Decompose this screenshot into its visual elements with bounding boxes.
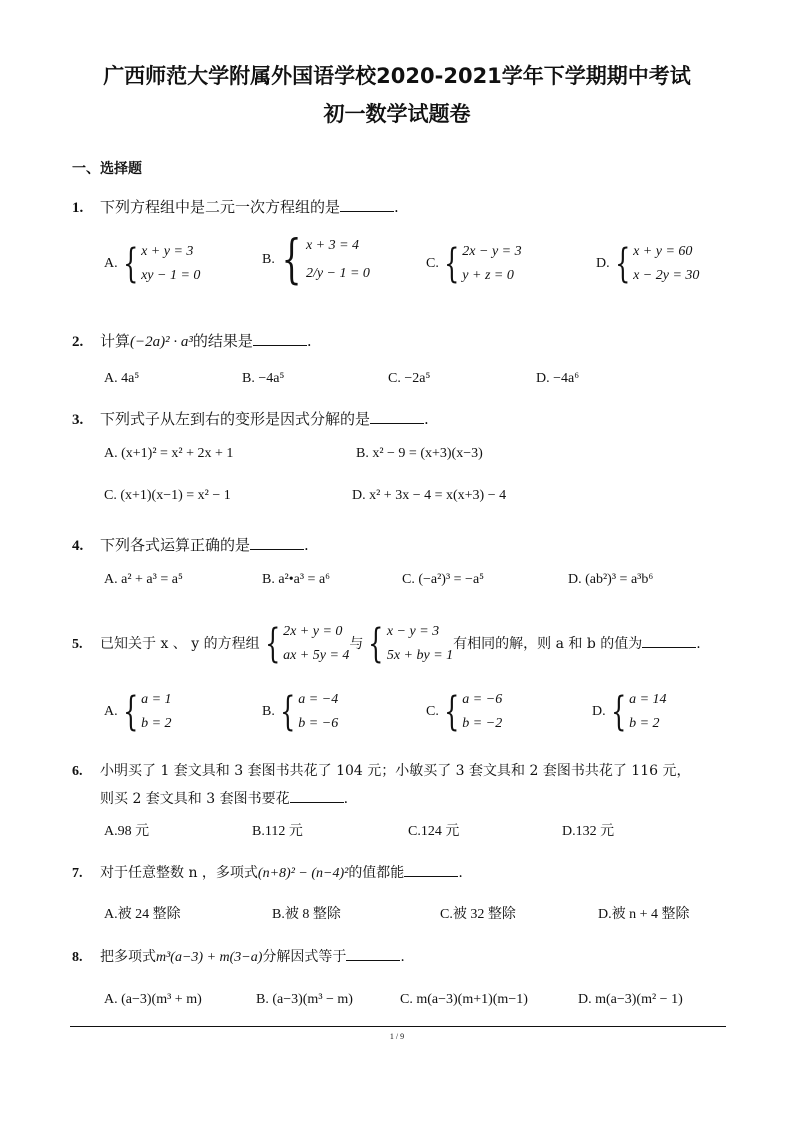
q5-option-b: B. { a = −4 b = −6 [262, 689, 339, 735]
expression: (−2a)² · a³ [130, 334, 193, 350]
q5-option-d: D. { a = 14 b = 2 [592, 689, 667, 735]
answer-blank [253, 331, 307, 346]
q4-option-c: C. (−a²)³ = −a⁵ [402, 572, 485, 587]
q1-option-d: D. { x + y = 60 x − 2y = 30 [596, 241, 700, 287]
question-1: 1. 下列方程组中是二元一次方程组的是 . [72, 198, 399, 216]
q6-option-a: A.98 元 [104, 824, 150, 839]
q1-option-c: C. { 2x − y = 3 y + z = 0 [426, 241, 522, 287]
q6-option-d: D.132 元 [562, 824, 615, 839]
q3-option-b: B. x² − 9 = (x+3)(x−3) [356, 446, 483, 461]
question-2: 2. 计算(−2a)² · a³的结果是 . [72, 332, 312, 350]
q1-option-a: A. { x + y = 3 xy − 1 = 0 [104, 241, 201, 287]
footer-divider [70, 1026, 726, 1027]
answer-blank [404, 862, 458, 877]
q6-option-c: C.124 元 [408, 824, 460, 839]
question-5: 5. 已知关于 x 、 y 的方程组 { 2x + y = 0 ax + 5y = 4 与 { x − y = 3 5x + by = 1 有相同的解，则 a 和 b 的值为 . [72, 621, 701, 667]
page-number: 1 / 9 [389, 1032, 405, 1041]
question-6: 6. 小明买了 1 套文具和 3 套图书共花了 104 元；小敏买了 3 套文具和 2 套图书共花了 116 元， [72, 763, 691, 779]
q2-option-a: A. 4a⁵ [104, 371, 140, 386]
expression: m³(a−3) + m(3−a) [156, 950, 263, 965]
question-7: 7. 对于任意整数 n ，多项式(n+8)² − (n−4)²的值都能 . [72, 862, 463, 882]
answer-blank [346, 946, 400, 961]
exam-title: 广西师范大学附属外国语学校2020-2021学年下学期期中考试 [103, 64, 691, 88]
q7-option-a: A.被 24 整除 [104, 907, 181, 922]
q8-option-c: C. m(a−3)(m+1)(m−1) [400, 992, 528, 1007]
answer-blank [370, 409, 424, 424]
question-8: 8. 把多项式m³(a−3) + m(3−a)分解因式等于 . [72, 946, 405, 966]
answer-blank [250, 535, 304, 550]
q2-option-c: C. −2a⁵ [388, 371, 431, 386]
q7-option-b: B.被 8 整除 [272, 907, 341, 922]
question-text: 下列方程组中是二元一次方程组的是 [100, 198, 341, 216]
answer-blank [340, 197, 394, 212]
q8-option-a: A. (a−3)(m³ + m) [104, 992, 202, 1007]
q7-option-d: D.被 n + 4 整除 [598, 907, 690, 922]
q1-option-b: B. { x + 3 = 4 2/y − 1 = 0 [262, 230, 370, 290]
q4-option-d: D. (ab²)³ = a³b⁶ [568, 572, 654, 587]
q7-option-c: C.被 32 整除 [440, 907, 516, 922]
q5-option-c: C. { a = −6 b = −2 [426, 689, 503, 735]
section-heading: 一、选择题 [72, 161, 142, 177]
q6-option-b: B.112 元 [252, 824, 303, 839]
q2-option-b: B. −4a⁵ [242, 371, 285, 386]
q5-option-a: A. { a = 1 b = 2 [104, 689, 172, 735]
q3-option-c: C. (x+1)(x−1) = x² − 1 [104, 488, 231, 503]
question-3: 3. 下列式子从左到右的变形是因式分解的是 . [72, 410, 429, 428]
answer-blank [642, 633, 696, 648]
question-6-line2: 则买 2 套文具和 3 套图书要花 . [100, 788, 348, 808]
q4-option-a: A. a² + a³ = a⁵ [104, 572, 183, 587]
q8-option-d: D. m(a−3)(m² − 1) [578, 992, 683, 1007]
expression: (n+8)² − (n−4)² [257, 866, 349, 881]
answer-blank [290, 788, 344, 803]
question-4: 4. 下列各式运算正确的是 . [72, 536, 309, 554]
q3-option-a: A. (x+1)² = x² + 2x + 1 [104, 446, 234, 461]
q2-option-d: D. −4a⁶ [536, 371, 580, 386]
q4-option-b: B. a²•a³ = a⁶ [262, 572, 331, 587]
q8-option-b: B. (a−3)(m³ − m) [256, 992, 353, 1007]
exam-subtitle: 初一数学试题卷 [323, 102, 471, 126]
q3-option-d: D. x² + 3x − 4 = x(x+3) − 4 [352, 488, 507, 503]
